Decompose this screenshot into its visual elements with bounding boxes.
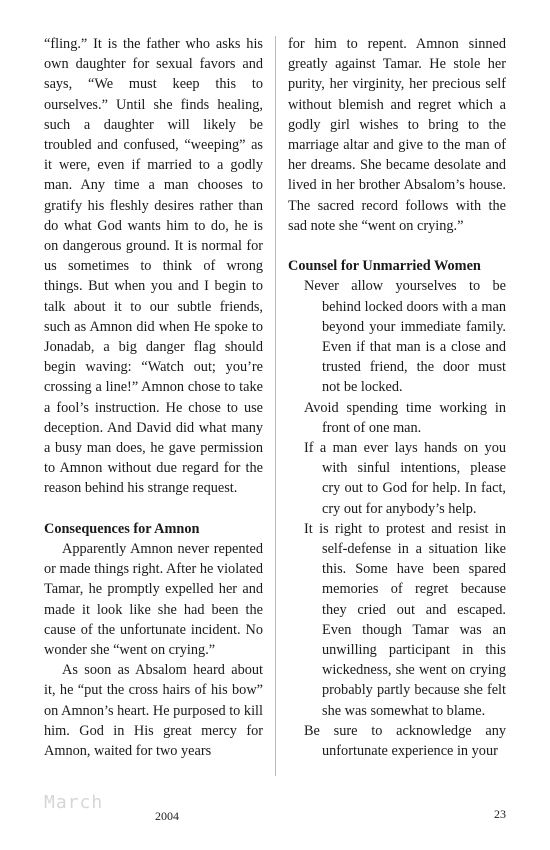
left-column — [44, 34, 263, 761]
section-heading-consequences: Consequences for Amnon — [44, 520, 200, 537]
footer-year: 2004 — [155, 809, 179, 823]
right-column — [288, 34, 506, 761]
section-heading-counsel: Counsel for Unmarried Women — [288, 258, 481, 275]
list-item: Never allow yourselves to be behind locked doors with a man beyond your immediate family. Even if that man is a close and trusted friend, the door must not be locked. — [304, 278, 506, 396]
left-paragraph-2: Apparently Amnon never repented or made things right. After he violated Tamar, he promptly expelled her and made it look like she had been the cause of the unfortunate incident. No wonder she “went on crying.” — [44, 541, 263, 659]
footer-month: March — [44, 792, 104, 813]
list-item: Be sure to acknowledge any unfortunate experience in your — [304, 722, 506, 760]
left-paragraph-3: As soon as Absalom heard about it, he “put the cross hairs of his bow” on Amnon’s heart. He purposed to kill him. God in His great mercy for Amnon, waited for two years — [44, 662, 263, 760]
list-item: It is right to protest and resist in self-defense in a situation like this. Some have been spared memories of regret because they cried out and escaped. Even though Tamar was an unwilling participant in this wickedness, she went on crying probably partly because she felt she was somewhat to blame. — [304, 520, 506, 719]
counsel-list — [288, 276, 506, 761]
column-divider — [275, 36, 276, 776]
left-paragraph-1: “fling.” It is the father who asks his own daughter for sexual favors and says, “We must keep this to ourselves.” Until she finds healing, such a daughter will likely be troubled and confused, “weeping” as it were, even if married to a godly man. Any time a man chooses to gratify his fleshly desires rather than do what God wants him to do, he is on dangerous ground. It is normal for us sometimes to think of wrong things. But when you and I begin to talk about it to our subtle friends, such as Amnon did when He spoke to Jonadab, a big danger flag should begin waving: “Watch out; you’re crossing a line!” Amnon chose to take a fool’s instruction. He chose to use deception. And David did what many a busy man does, he gave permission to Amnon without due regard for the reason behind his strange request. — [44, 36, 263, 497]
list-item: Avoid spending time working in front of one man. — [304, 399, 506, 436]
page-number: 23 — [494, 807, 506, 821]
list-item: If a man ever lays hands on you with sinful intentions, please cry out to God for help. In fact, cry out for anybody’s help. — [304, 440, 506, 517]
right-paragraph-1: for him to repent. Amnon sinned greatly against Tamar. He stole her purity, her virginity, her precious self without blemish and regret which a godly girl wishes to bring to the marriage altar and give to the man of her dreams. She became desolate and lived in her brother Absalom’s house. The sacred record follows with the sad note she “went on crying.” — [288, 36, 506, 234]
